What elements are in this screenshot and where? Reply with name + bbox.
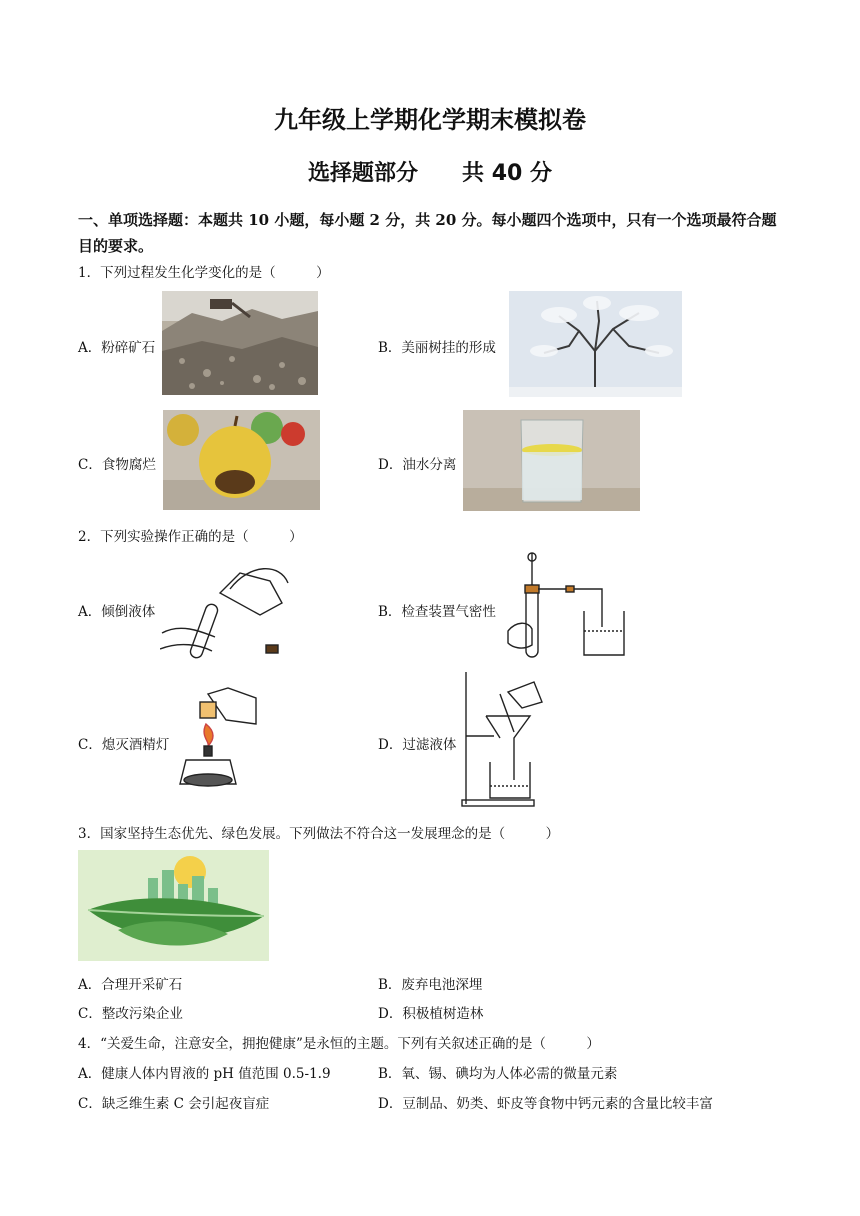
- question-4-stem: 4．“关爱生命，注意安全，拥抱健康”是永恒的主题。下列有关叙述正确的是（ ）: [78, 1036, 600, 1052]
- q2-option-d: D．过滤液体: [378, 737, 457, 753]
- oil-water-glass-image: [463, 410, 640, 511]
- q1-option-b: B．美丽树挂的形成: [378, 340, 496, 356]
- q3-option-c: C．整改污染企业: [78, 1006, 183, 1022]
- airtightness-check-diagram: [506, 551, 630, 663]
- pour-liquid-diagram: [160, 553, 305, 663]
- q1-option-d: D．油水分离: [378, 457, 457, 473]
- green-leaf-city-image: [78, 850, 269, 961]
- question-2-stem: 2．下列实验操作正确的是（ ）: [78, 529, 303, 545]
- frost-tree-image: [509, 291, 682, 397]
- page-title: 九年级上学期化学期末模拟卷: [274, 106, 586, 134]
- q2-option-a: A．倾倒液体: [78, 604, 156, 620]
- extinguish-lamp-diagram: [176, 684, 258, 796]
- q3-option-b: B．废弃电池深埋: [378, 977, 483, 993]
- rotten-apple-image: [163, 410, 320, 510]
- q4-option-d: D．豆制品、奶类、虾皮等食物中钙元素的含量比较丰富: [378, 1096, 713, 1112]
- q3-option-a: A．合理开采矿石: [78, 977, 183, 993]
- crushed-ore-image: [162, 291, 318, 395]
- section-heading: 一、单项选择题：本题共 10 小题，每小题 2 分，共 20 分。每小题四个选项中，只有一个选项最符合题目的要求。: [78, 211, 777, 255]
- q3-option-d: D．积极植树造林: [378, 1006, 484, 1022]
- q4-option-b: B．氧、锡、碘均为人体必需的微量元素: [378, 1066, 618, 1082]
- q4-option-a: A．健康人体内胃液的 pH 值范围 0.5-1.9: [78, 1066, 331, 1082]
- q1-option-a: A．粉碎矿石: [78, 340, 156, 356]
- page-subtitle: 选择题部分 共 40 分: [308, 161, 552, 186]
- filtration-diagram: [460, 670, 552, 810]
- q2-option-c: C．熄灭酒精灯: [78, 737, 170, 753]
- question-3-stem: 3．国家坚持生态优先、绿色发展。下列做法不符合这一发展理念的是（ ）: [78, 826, 560, 842]
- q1-option-c: C．食物腐烂: [78, 457, 156, 473]
- question-1-stem: 1．下列过程发生化学变化的是（ ）: [78, 265, 330, 281]
- q4-option-c: C．缺乏维生素 C 会引起夜盲症: [78, 1096, 270, 1112]
- q2-option-b: B．检查装置气密性: [378, 604, 496, 620]
